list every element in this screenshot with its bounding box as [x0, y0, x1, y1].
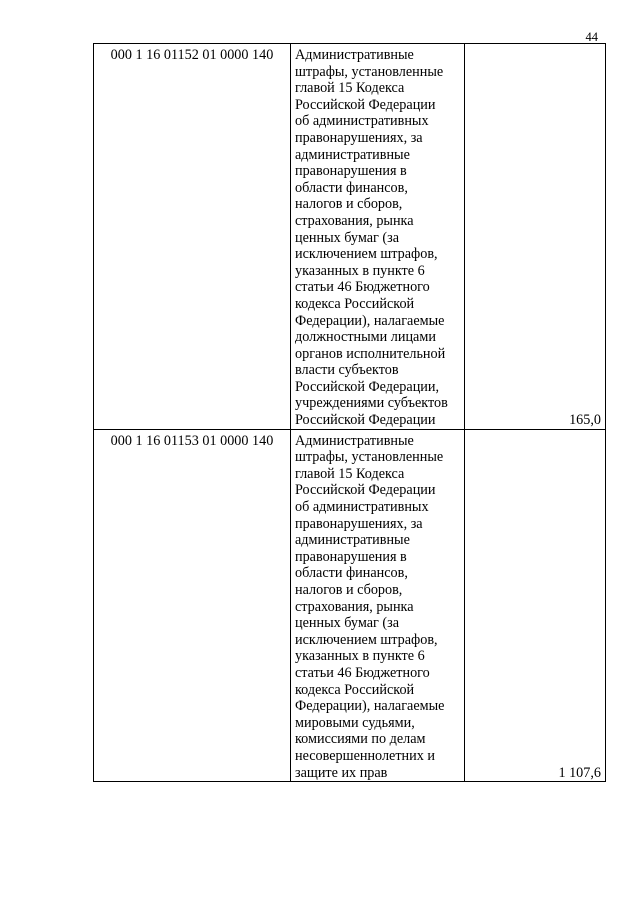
name-line: об административных	[295, 499, 429, 516]
name-line: штрафы, установленные	[295, 449, 444, 466]
name-line: органов исполнительной	[295, 345, 446, 362]
name-line: страхования, рынка	[295, 212, 414, 229]
name-line: административные	[295, 146, 410, 163]
name-line: административные	[295, 532, 410, 549]
name-line: ценных бумаг (за	[295, 229, 400, 246]
revenue-name-cell	[291, 429, 465, 781]
name-line: исключением штрафов,	[295, 246, 438, 263]
amount-cell: 1 107,6	[465, 429, 606, 781]
name-line: учреждениями субъектов	[295, 395, 448, 412]
name-line: главой 15 Кодекса	[295, 465, 405, 482]
name-line: правонарушения в	[295, 548, 407, 565]
name-line: правонарушениях, за	[295, 129, 423, 146]
name-line: Российской Федерации	[295, 96, 436, 113]
name-line: власти субъектов	[295, 362, 399, 379]
name-line: штрафы, установленные	[295, 63, 444, 80]
name-line: правонарушениях, за	[295, 515, 423, 532]
name-line: Федерации), налагаемые	[295, 698, 445, 715]
name-line: об административных	[295, 113, 429, 130]
name-line: комиссиями по делам	[295, 731, 426, 748]
name-line: статьи 46 Бюджетного	[295, 664, 430, 681]
revenue-name-cell	[291, 44, 465, 430]
name-line: Административные	[295, 47, 414, 63]
name-line: Российской Федерации,	[295, 378, 440, 395]
name-line: ценных бумаг (за	[295, 615, 400, 632]
name-line: указанных в пункте 6	[295, 262, 425, 279]
page-number: 44	[585, 30, 598, 44]
name-line: главой 15 Кодекса	[295, 80, 405, 97]
name-line: указанных в пункте 6	[295, 648, 425, 665]
name-line: Административные	[295, 432, 414, 449]
name-line: кодекса Российской	[295, 681, 415, 698]
table-row	[94, 429, 606, 781]
revenue-code-cell: 000 1 16 01153 01 0000 140	[94, 429, 291, 781]
name-line: области финансов,	[295, 179, 408, 196]
amount-cell: 165,0	[465, 44, 606, 430]
name-line: налогов и сборов,	[295, 196, 403, 213]
name-line: несовершеннолетних и	[295, 747, 435, 764]
name-line: статьи 46 Бюджетного	[295, 279, 430, 296]
name-line: кодекса Российской	[295, 295, 415, 312]
name-line: страхования, рынка	[295, 598, 414, 615]
name-line: Федерации), налагаемые	[295, 312, 445, 329]
revenue-code-cell: 000 1 16 01152 01 0000 140	[94, 44, 291, 430]
budget-revenue-table	[93, 43, 606, 782]
name-line: должностными лицами	[295, 329, 436, 346]
name-line: области финансов,	[295, 565, 408, 582]
name-line: мировыми судьями,	[295, 714, 415, 731]
name-line: Российской Федерации	[295, 482, 436, 499]
name-line: правонарушения в	[295, 163, 407, 180]
name-line: защите их прав	[295, 764, 388, 781]
name-line: Российской Федерации	[295, 412, 436, 429]
name-line: исключением штрафов,	[295, 631, 438, 648]
name-line: налогов и сборов,	[295, 582, 403, 598]
table-row	[94, 44, 606, 430]
